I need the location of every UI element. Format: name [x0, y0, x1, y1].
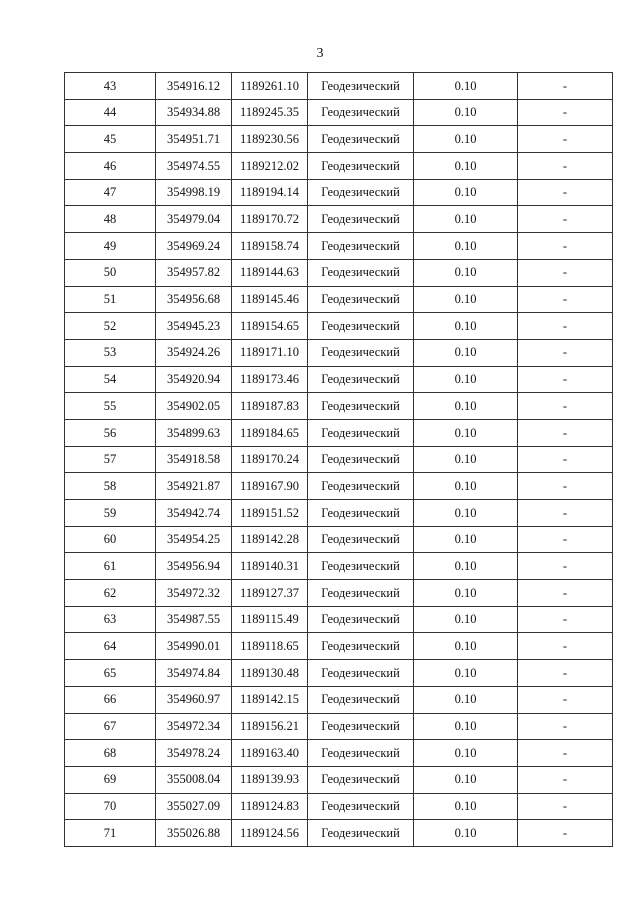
table-row	[65, 526, 613, 553]
x-coordinate-cell: 354934.88	[156, 99, 232, 126]
y-coordinate-cell: 1189245.35	[232, 99, 308, 126]
point-number-cell: 52	[65, 313, 156, 340]
table-row	[65, 713, 613, 740]
method-cell: Геодезический	[308, 99, 414, 126]
point-number-cell: 44	[65, 99, 156, 126]
x-coordinate-cell: 355008.04	[156, 766, 232, 793]
accuracy-cell: 0.10	[414, 446, 518, 473]
table-row	[65, 820, 613, 847]
y-coordinate-cell: 1189171.10	[232, 339, 308, 366]
description-cell: -	[518, 339, 613, 366]
point-number-cell: 68	[65, 740, 156, 767]
y-coordinate-cell: 1189142.28	[232, 526, 308, 553]
table-row	[65, 313, 613, 340]
description-cell: -	[518, 793, 613, 820]
accuracy-cell: 0.10	[414, 339, 518, 366]
table-row	[65, 580, 613, 607]
y-coordinate-cell: 1189158.74	[232, 233, 308, 260]
description-cell: -	[518, 633, 613, 660]
accuracy-cell: 0.10	[414, 526, 518, 553]
description-cell: -	[518, 473, 613, 500]
table-row	[65, 740, 613, 767]
method-cell: Геодезический	[308, 793, 414, 820]
x-coordinate-cell: 354979.04	[156, 206, 232, 233]
point-number-cell: 50	[65, 259, 156, 286]
method-cell: Геодезический	[308, 126, 414, 153]
x-coordinate-cell: 354899.63	[156, 419, 232, 446]
method-cell: Геодезический	[308, 206, 414, 233]
accuracy-cell: 0.10	[414, 366, 518, 393]
accuracy-cell: 0.10	[414, 820, 518, 847]
point-number-cell: 67	[65, 713, 156, 740]
table-row	[65, 793, 613, 820]
accuracy-cell: 0.10	[414, 419, 518, 446]
method-cell: Геодезический	[308, 713, 414, 740]
coordinates-table	[64, 72, 613, 847]
accuracy-cell: 0.10	[414, 73, 518, 100]
description-cell: -	[518, 73, 613, 100]
point-number-cell: 51	[65, 286, 156, 313]
point-number-cell: 55	[65, 393, 156, 420]
table-row	[65, 259, 613, 286]
method-cell: Геодезический	[308, 606, 414, 633]
method-cell: Геодезический	[308, 286, 414, 313]
method-cell: Геодезический	[308, 633, 414, 660]
accuracy-cell: 0.10	[414, 233, 518, 260]
point-number-cell: 56	[65, 419, 156, 446]
point-number-cell: 43	[65, 73, 156, 100]
y-coordinate-cell: 1189230.56	[232, 126, 308, 153]
point-number-cell: 69	[65, 766, 156, 793]
y-coordinate-cell: 1189184.65	[232, 419, 308, 446]
description-cell: -	[518, 313, 613, 340]
x-coordinate-cell: 354990.01	[156, 633, 232, 660]
point-number-cell: 53	[65, 339, 156, 366]
description-cell: -	[518, 606, 613, 633]
description-cell: -	[518, 126, 613, 153]
table-row	[65, 126, 613, 153]
method-cell: Геодезический	[308, 740, 414, 767]
description-cell: -	[518, 153, 613, 180]
point-number-cell: 49	[65, 233, 156, 260]
x-coordinate-cell: 354978.24	[156, 740, 232, 767]
method-cell: Геодезический	[308, 179, 414, 206]
point-number-cell: 66	[65, 686, 156, 713]
table-body	[65, 73, 613, 847]
table-row	[65, 419, 613, 446]
description-cell: -	[518, 713, 613, 740]
y-coordinate-cell: 1189170.72	[232, 206, 308, 233]
y-coordinate-cell: 1189261.10	[232, 73, 308, 100]
accuracy-cell: 0.10	[414, 686, 518, 713]
accuracy-cell: 0.10	[414, 393, 518, 420]
method-cell: Геодезический	[308, 419, 414, 446]
y-coordinate-cell: 1189118.65	[232, 633, 308, 660]
accuracy-cell: 0.10	[414, 99, 518, 126]
x-coordinate-cell: 354921.87	[156, 473, 232, 500]
description-cell: -	[518, 526, 613, 553]
x-coordinate-cell: 354902.05	[156, 393, 232, 420]
point-number-cell: 57	[65, 446, 156, 473]
method-cell: Геодезический	[308, 153, 414, 180]
y-coordinate-cell: 1189187.83	[232, 393, 308, 420]
x-coordinate-cell: 355027.09	[156, 793, 232, 820]
x-coordinate-cell: 354972.34	[156, 713, 232, 740]
y-coordinate-cell: 1189163.40	[232, 740, 308, 767]
point-number-cell: 62	[65, 580, 156, 607]
accuracy-cell: 0.10	[414, 259, 518, 286]
method-cell: Геодезический	[308, 233, 414, 260]
y-coordinate-cell: 1189167.90	[232, 473, 308, 500]
y-coordinate-cell: 1189115.49	[232, 606, 308, 633]
point-number-cell: 71	[65, 820, 156, 847]
accuracy-cell: 0.10	[414, 179, 518, 206]
page-number: 3	[316, 46, 324, 61]
table-row	[65, 686, 613, 713]
y-coordinate-cell: 1189170.24	[232, 446, 308, 473]
method-cell: Геодезический	[308, 393, 414, 420]
table-row	[65, 233, 613, 260]
x-coordinate-cell: 354998.19	[156, 179, 232, 206]
description-cell: -	[518, 820, 613, 847]
description-cell: -	[518, 99, 613, 126]
method-cell: Геодезический	[308, 686, 414, 713]
description-cell: -	[518, 766, 613, 793]
method-cell: Геодезический	[308, 473, 414, 500]
point-number-cell: 63	[65, 606, 156, 633]
table-row	[65, 660, 613, 687]
point-number-cell: 60	[65, 526, 156, 553]
method-cell: Геодезический	[308, 526, 414, 553]
x-coordinate-cell: 354960.97	[156, 686, 232, 713]
table-row	[65, 500, 613, 527]
x-coordinate-cell: 354956.94	[156, 553, 232, 580]
description-cell: -	[518, 660, 613, 687]
y-coordinate-cell: 1189140.31	[232, 553, 308, 580]
x-coordinate-cell: 354918.58	[156, 446, 232, 473]
description-cell: -	[518, 179, 613, 206]
table-row	[65, 339, 613, 366]
accuracy-cell: 0.10	[414, 153, 518, 180]
accuracy-cell: 0.10	[414, 713, 518, 740]
accuracy-cell: 0.10	[414, 766, 518, 793]
accuracy-cell: 0.10	[414, 633, 518, 660]
table-row	[65, 206, 613, 233]
x-coordinate-cell: 354945.23	[156, 313, 232, 340]
description-cell: -	[518, 580, 613, 607]
table-row	[65, 73, 613, 100]
description-cell: -	[518, 446, 613, 473]
y-coordinate-cell: 1189194.14	[232, 179, 308, 206]
method-cell: Геодезический	[308, 446, 414, 473]
accuracy-cell: 0.10	[414, 740, 518, 767]
point-number-cell: 70	[65, 793, 156, 820]
description-cell: -	[518, 393, 613, 420]
y-coordinate-cell: 1189173.46	[232, 366, 308, 393]
accuracy-cell: 0.10	[414, 473, 518, 500]
x-coordinate-cell: 355026.88	[156, 820, 232, 847]
x-coordinate-cell: 354969.24	[156, 233, 232, 260]
method-cell: Геодезический	[308, 820, 414, 847]
description-cell: -	[518, 419, 613, 446]
table-row	[65, 606, 613, 633]
method-cell: Геодезический	[308, 366, 414, 393]
y-coordinate-cell: 1189127.37	[232, 580, 308, 607]
point-number-cell: 54	[65, 366, 156, 393]
x-coordinate-cell: 354956.68	[156, 286, 232, 313]
y-coordinate-cell: 1189144.63	[232, 259, 308, 286]
accuracy-cell: 0.10	[414, 606, 518, 633]
description-cell: -	[518, 553, 613, 580]
accuracy-cell: 0.10	[414, 500, 518, 527]
description-cell: -	[518, 206, 613, 233]
table-row	[65, 99, 613, 126]
accuracy-cell: 0.10	[414, 313, 518, 340]
x-coordinate-cell: 354916.12	[156, 73, 232, 100]
point-number-cell: 59	[65, 500, 156, 527]
y-coordinate-cell: 1189145.46	[232, 286, 308, 313]
x-coordinate-cell: 354987.55	[156, 606, 232, 633]
method-cell: Геодезический	[308, 259, 414, 286]
y-coordinate-cell: 1189124.83	[232, 793, 308, 820]
point-number-cell: 65	[65, 660, 156, 687]
table-row	[65, 393, 613, 420]
y-coordinate-cell: 1189139.93	[232, 766, 308, 793]
table-row	[65, 153, 613, 180]
description-cell: -	[518, 233, 613, 260]
accuracy-cell: 0.10	[414, 580, 518, 607]
table-row	[65, 766, 613, 793]
x-coordinate-cell: 354974.55	[156, 153, 232, 180]
point-number-cell: 58	[65, 473, 156, 500]
x-coordinate-cell: 354957.82	[156, 259, 232, 286]
method-cell: Геодезический	[308, 339, 414, 366]
accuracy-cell: 0.10	[414, 286, 518, 313]
description-cell: -	[518, 286, 613, 313]
method-cell: Геодезический	[308, 553, 414, 580]
x-coordinate-cell: 354972.32	[156, 580, 232, 607]
y-coordinate-cell: 1189154.65	[232, 313, 308, 340]
y-coordinate-cell: 1189212.02	[232, 153, 308, 180]
table-row	[65, 366, 613, 393]
table-row	[65, 286, 613, 313]
point-number-cell: 64	[65, 633, 156, 660]
method-cell: Геодезический	[308, 313, 414, 340]
point-number-cell: 48	[65, 206, 156, 233]
method-cell: Геодезический	[308, 766, 414, 793]
description-cell: -	[518, 740, 613, 767]
x-coordinate-cell: 354942.74	[156, 500, 232, 527]
description-cell: -	[518, 686, 613, 713]
method-cell: Геодезический	[308, 73, 414, 100]
accuracy-cell: 0.10	[414, 793, 518, 820]
description-cell: -	[518, 259, 613, 286]
x-coordinate-cell: 354974.84	[156, 660, 232, 687]
method-cell: Геодезический	[308, 500, 414, 527]
description-cell: -	[518, 500, 613, 527]
table-row	[65, 553, 613, 580]
y-coordinate-cell: 1189130.48	[232, 660, 308, 687]
method-cell: Геодезический	[308, 580, 414, 607]
accuracy-cell: 0.10	[414, 206, 518, 233]
table-row	[65, 473, 613, 500]
x-coordinate-cell: 354951.71	[156, 126, 232, 153]
y-coordinate-cell: 1189142.15	[232, 686, 308, 713]
point-number-cell: 61	[65, 553, 156, 580]
x-coordinate-cell: 354954.25	[156, 526, 232, 553]
y-coordinate-cell: 1189151.52	[232, 500, 308, 527]
point-number-cell: 47	[65, 179, 156, 206]
accuracy-cell: 0.10	[414, 553, 518, 580]
table-row	[65, 633, 613, 660]
table-row	[65, 179, 613, 206]
point-number-cell: 46	[65, 153, 156, 180]
table-row	[65, 446, 613, 473]
y-coordinate-cell: 1189124.56	[232, 820, 308, 847]
x-coordinate-cell: 354920.94	[156, 366, 232, 393]
x-coordinate-cell: 354924.26	[156, 339, 232, 366]
point-number-cell: 45	[65, 126, 156, 153]
y-coordinate-cell: 1189156.21	[232, 713, 308, 740]
accuracy-cell: 0.10	[414, 660, 518, 687]
description-cell: -	[518, 366, 613, 393]
method-cell: Геодезический	[308, 660, 414, 687]
accuracy-cell: 0.10	[414, 126, 518, 153]
